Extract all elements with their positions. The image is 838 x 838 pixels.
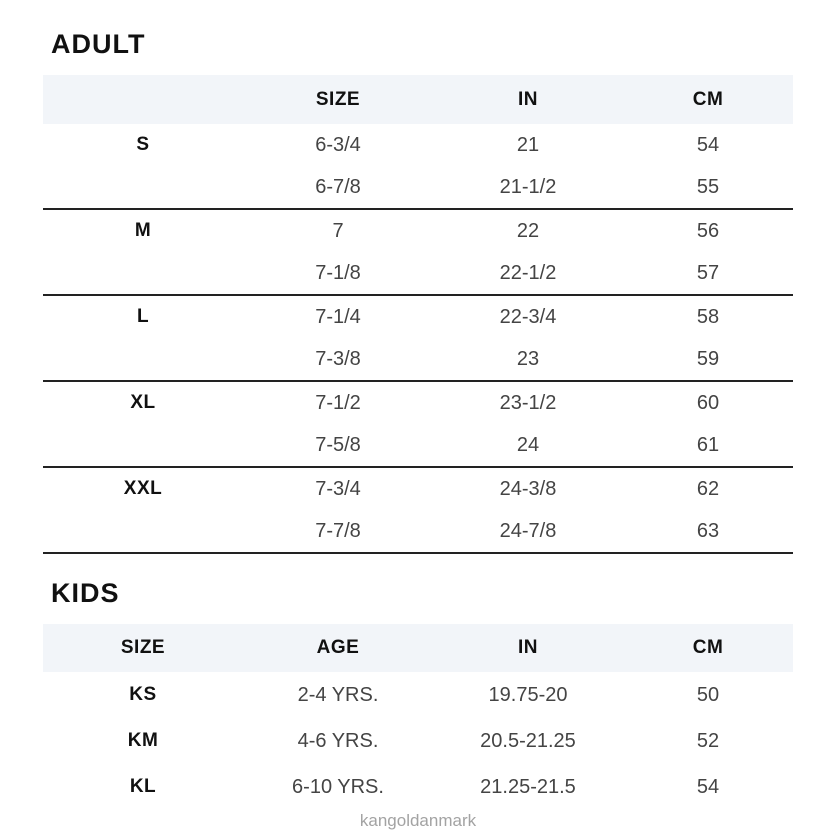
table-row	[43, 382, 793, 424]
adult-section-title: ADULT	[51, 29, 146, 59]
kids-size-table	[43, 624, 793, 810]
table-row	[43, 124, 793, 166]
adult-size-group-s	[43, 124, 793, 210]
kids-column-header-cm: CM	[692, 637, 724, 658]
table-cell: 7-1/4	[315, 305, 361, 328]
adult-column-header-size: SIZE	[315, 88, 361, 110]
kids-table-header-row	[43, 624, 793, 672]
kids-column-header-age: AGE	[316, 637, 360, 658]
table-cell: 7-5/8	[315, 433, 361, 456]
table-row	[43, 338, 793, 380]
size-label: XL	[130, 392, 156, 413]
size-label: S	[136, 134, 150, 155]
table-cell: 58	[696, 305, 720, 328]
table-cell: 56	[696, 219, 720, 242]
table-cell: 22-3/4	[499, 305, 557, 328]
table-cell: 7-1/2	[315, 391, 361, 414]
kids-column-header-in: IN	[518, 637, 538, 658]
table-cell: 22	[516, 219, 540, 242]
table-cell: 7-3/4	[315, 477, 361, 500]
adult-size-group-xxl	[43, 468, 793, 554]
size-label: KS	[129, 684, 157, 705]
size-label: KM	[127, 730, 159, 751]
table-cell: 7-7/8	[315, 519, 361, 542]
table-cell: 55	[696, 175, 720, 198]
table-cell: 6-3/4	[315, 133, 361, 156]
size-label: XXL	[123, 478, 163, 499]
table-cell: 7-3/8	[315, 347, 361, 370]
table-cell: 20.5-21.25	[480, 729, 576, 752]
table-row	[43, 468, 793, 510]
table-cell: 52	[696, 729, 720, 752]
table-cell: 7	[332, 219, 344, 242]
adult-column-header-in: IN	[518, 88, 538, 110]
size-label: KL	[129, 776, 157, 797]
table-cell: 21.25-21.5	[480, 775, 576, 798]
table-row	[43, 166, 793, 208]
table-cell: 54	[696, 775, 720, 798]
table-cell: 22-1/2	[499, 261, 557, 284]
table-cell: 21-1/2	[499, 175, 557, 198]
adult-column-header-cm: CM	[692, 88, 724, 110]
adult-size-group-l	[43, 296, 793, 382]
table-row	[43, 672, 793, 718]
table-cell: 63	[696, 519, 720, 542]
table-cell: 23	[516, 347, 540, 370]
content-wrap	[43, 0, 793, 830]
watermark-text: kangoldanmark	[359, 811, 477, 830]
adult-size-group-m	[43, 210, 793, 296]
table-cell: 7-1/8	[315, 261, 361, 284]
table-cell: 6-7/8	[315, 175, 361, 198]
kids-section-title: KIDS	[51, 578, 120, 608]
table-cell: 23-1/2	[499, 391, 557, 414]
table-row	[43, 718, 793, 764]
table-row	[43, 296, 793, 338]
table-cell: 50	[696, 683, 720, 706]
table-cell: 54	[696, 133, 720, 156]
table-row	[43, 510, 793, 552]
table-cell: 21	[516, 133, 540, 156]
table-row	[43, 764, 793, 810]
adult-size-table	[43, 75, 793, 554]
table-row	[43, 424, 793, 466]
table-cell: 24-7/8	[499, 519, 557, 542]
table-row	[43, 210, 793, 252]
table-cell: 4-6 YRS.	[297, 729, 379, 752]
table-cell: 61	[696, 433, 720, 456]
size-label: M	[134, 220, 152, 241]
adult-table-header-row	[43, 75, 793, 124]
table-cell: 57	[696, 261, 720, 284]
table-cell: 62	[696, 477, 720, 500]
adult-size-group-xl	[43, 382, 793, 468]
size-label: L	[136, 306, 150, 327]
table-cell: 24-3/8	[499, 477, 557, 500]
table-cell: 6-10 YRS.	[292, 775, 384, 798]
table-cell: 2-4 YRS.	[297, 683, 379, 706]
table-row	[43, 252, 793, 294]
table-cell: 60	[696, 391, 720, 414]
table-cell: 19.75-20	[488, 683, 568, 706]
table-cell: 24	[516, 433, 540, 456]
kids-column-header-size: SIZE	[120, 637, 166, 658]
table-cell: 59	[696, 347, 720, 370]
